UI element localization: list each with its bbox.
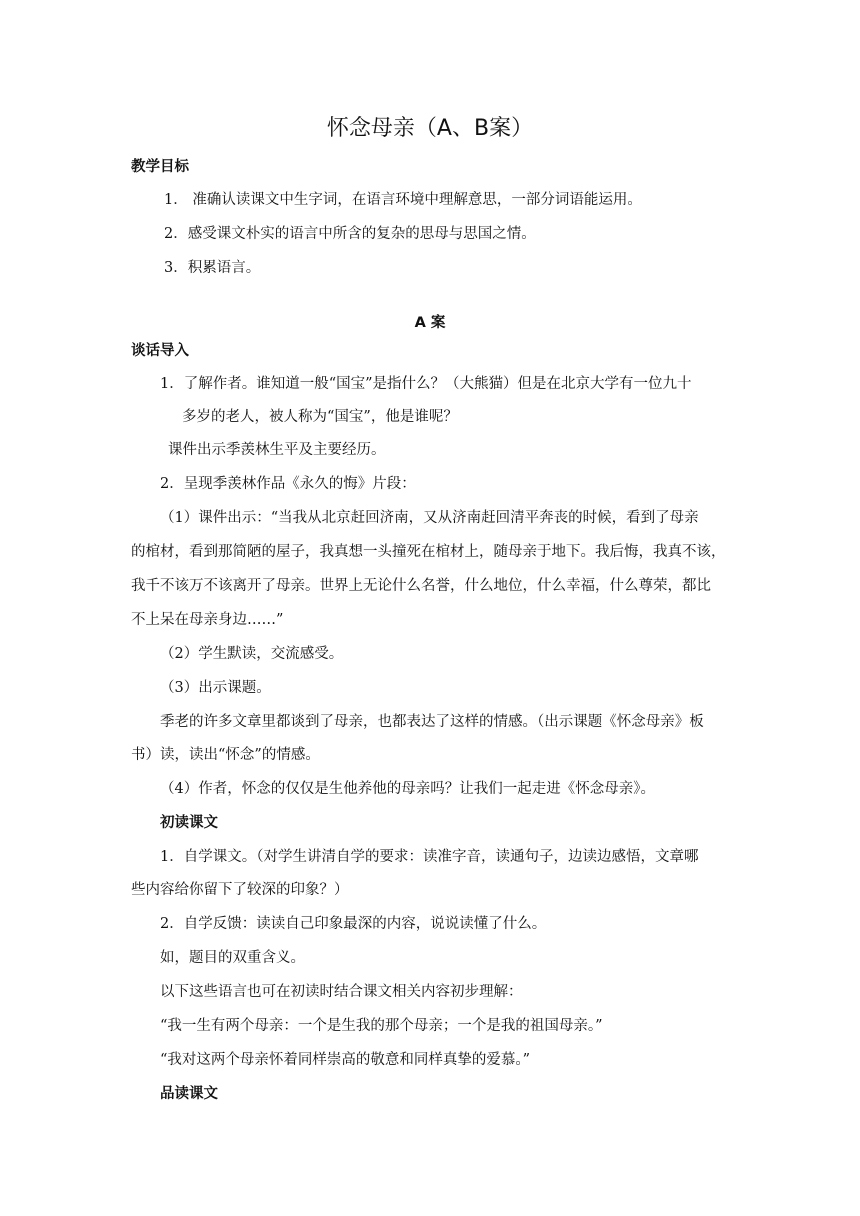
paragraph-line: 如，题目的双重含义。 [160, 950, 305, 966]
document-title: 怀念母亲（A、B案） [326, 116, 534, 141]
read-heading: 初读课文 [160, 815, 218, 831]
paragraph-line: 的棺材，看到那简陋的屋子，我真想一头撞死在棺材上，随母亲于地下。我后悔，我真不该， [131, 544, 726, 560]
paragraph-line: 以下这些语言也可在初读时结合课文相关内容初步理解： [160, 984, 523, 1000]
paragraph-line: 书）读，读出“怀念”的情感。 [131, 747, 320, 763]
paragraph-line: 些内容给你留下了较深的印象？） [131, 882, 349, 898]
paragraph-line: （3）出示课题。 [160, 680, 271, 696]
intro-heading: 谈话导入 [131, 343, 189, 359]
paragraph-line: 不上呆在母亲身边……” [131, 612, 284, 628]
study-heading: 品读课文 [160, 1086, 218, 1102]
paragraph-line: 多岁的老人，被人称为“国宝”，他是谁呢？ [182, 409, 458, 425]
goals-heading: 教学目标 [131, 159, 189, 175]
paragraph-line: 季老的许多文章里都谈到了母亲，也都表达了这样的情感。（出示课题《怀念母亲》板 [160, 714, 704, 730]
paragraph-line: “我一生有两个母亲：一个是生我的那个母亲；一个是我的祖国母亲。” [160, 1018, 603, 1034]
paragraph-line: 我千不该万不该离开了母亲。世界上无论什么名誉，什么地位，什么幸福，什么尊荣，都比 [131, 578, 711, 594]
paragraph-line: “我对这两个母亲怀着同样崇高的敬意和同样真挚的爱慕。” [160, 1052, 531, 1068]
goal-item: 3．积累语言。 [164, 260, 261, 276]
paragraph-line: 2．自学反馈：读读自己印象最深的内容，说说读懂了什么。 [160, 916, 547, 932]
paragraph-line: （2）学生默读，交流感受。 [160, 646, 344, 662]
paragraph-line: （4）作者，怀念的仅仅是生他养他的母亲吗？让我们一起走进《怀念母亲》。 [160, 781, 655, 797]
paragraph-line: （1）课件出示：“当我从北京赶回济南，又从济南赶回清平奔丧的时候，看到了母亲 [160, 510, 699, 526]
section-heading-a: A 案 [414, 315, 446, 331]
paragraph-line: 2．呈现季羡林作品《永久的悔》片段： [160, 476, 416, 492]
paragraph-line: 课件出示季羡林生平及主要经历。 [168, 442, 386, 458]
goal-item: 1． 准确认读课文中生字词，在语言环境中理解意思，一部分词语能运用。 [164, 192, 642, 208]
goal-item: 2．感受课文朴实的语言中所含的复杂的思母与思国之情。 [164, 226, 536, 242]
paragraph-line: 1．了解作者。谁知道一般“国宝”是指什么？（大熊猫）但是在北京大学有一位九十 [160, 376, 692, 392]
paragraph-line: 1．自学课文。（对学生讲清自学的要求：读准字音，读通句子，边读边感悟，文章哪 [160, 849, 699, 865]
